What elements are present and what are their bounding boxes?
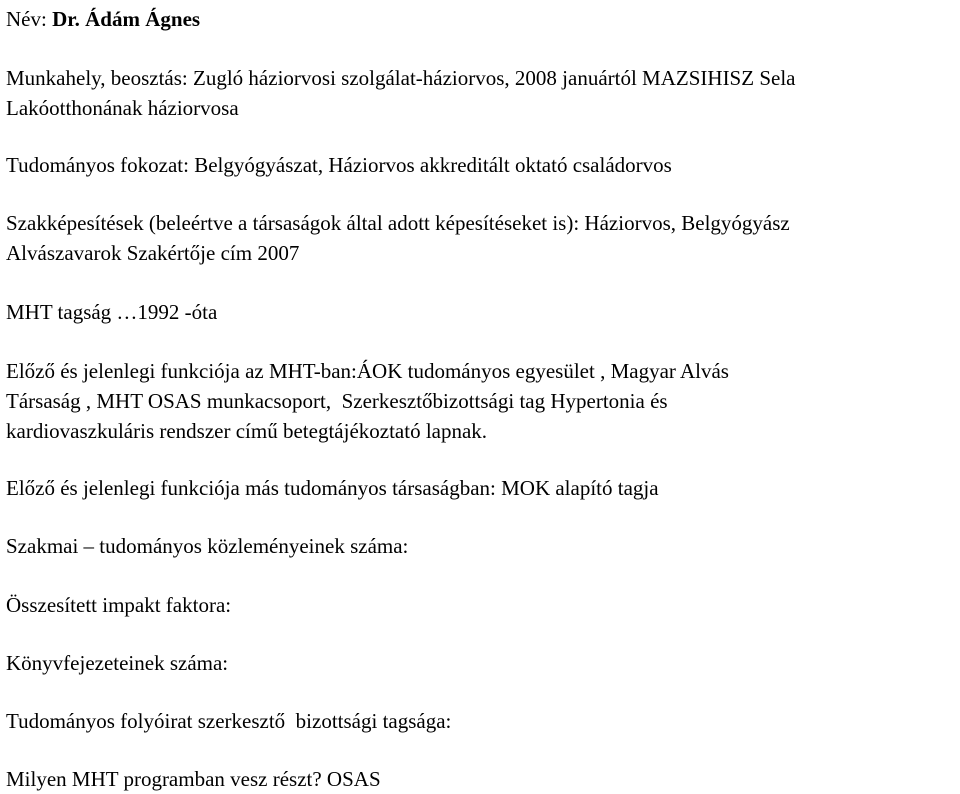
mht-functions-line-3: kardiovaszkuláris rendszer című betegtájékoztató lapnak. <box>6 419 488 443</box>
other-functions-field <box>6 473 956 503</box>
qualifications-line-1: Szakképesítések (beleértve a társaságok által adott képesítéseket is): Háziorvos, Belgyógyász <box>6 211 790 235</box>
mht-functions-line-2: Társaság , MHT OSAS munkacsoport, Szerkesztőbizottsági tag Hypertonia és <box>6 389 668 413</box>
workplace-field <box>6 63 956 123</box>
impact-factor-field <box>6 590 956 620</box>
name-label: Név: <box>6 7 53 31</box>
degree-field <box>6 150 956 180</box>
degree-text: Tudományos fokozat: Belgyógyászat, Háziorvos akkreditált oktató családorvos <box>6 153 672 177</box>
name-field <box>6 4 956 34</box>
publications-text: Szakmai – tudományos közleményeinek száma: <box>6 534 409 558</box>
book-chapters-field <box>6 648 956 678</box>
mht-functions-field <box>6 356 956 446</box>
book-chapters-text: Könyvfejezeteinek száma: <box>6 651 229 675</box>
impact-factor-text: Összesített impakt faktora: <box>6 593 232 617</box>
editorial-boards-text: Tudományos folyóirat szerkesztő bizottsági tagsága: <box>6 709 452 733</box>
membership-text: MHT tagság …1992 -óta <box>6 300 218 324</box>
other-functions-text: Előző és jelenlegi funkciója más tudományos társaságban: MOK alapító tagja <box>6 476 659 500</box>
editorial-boards-field <box>6 706 956 736</box>
mht-programs-text: Milyen MHT programban vesz részt? OSAS <box>6 767 381 791</box>
mht-functions-line-1: Előző és jelenlegi funkciója az MHT-ban:ÁOK tudományos egyesület , Magyar Alvás <box>6 359 729 383</box>
workplace-line-1: Munkahely, beosztás: Zugló háziorvosi szolgálat-háziorvos, 2008 januártól MAZSIHISZ Sela <box>6 66 796 90</box>
membership-field <box>6 297 956 327</box>
publications-field <box>6 531 956 561</box>
name-value: Dr. Ádám Ágnes <box>52 7 201 31</box>
mht-programs-field <box>6 764 956 794</box>
workplace-line-2: Lakóotthonának háziorvosa <box>6 96 239 120</box>
qualifications-field <box>6 208 956 268</box>
qualifications-line-2: Alvászavarok Szakértője cím 2007 <box>6 241 300 265</box>
